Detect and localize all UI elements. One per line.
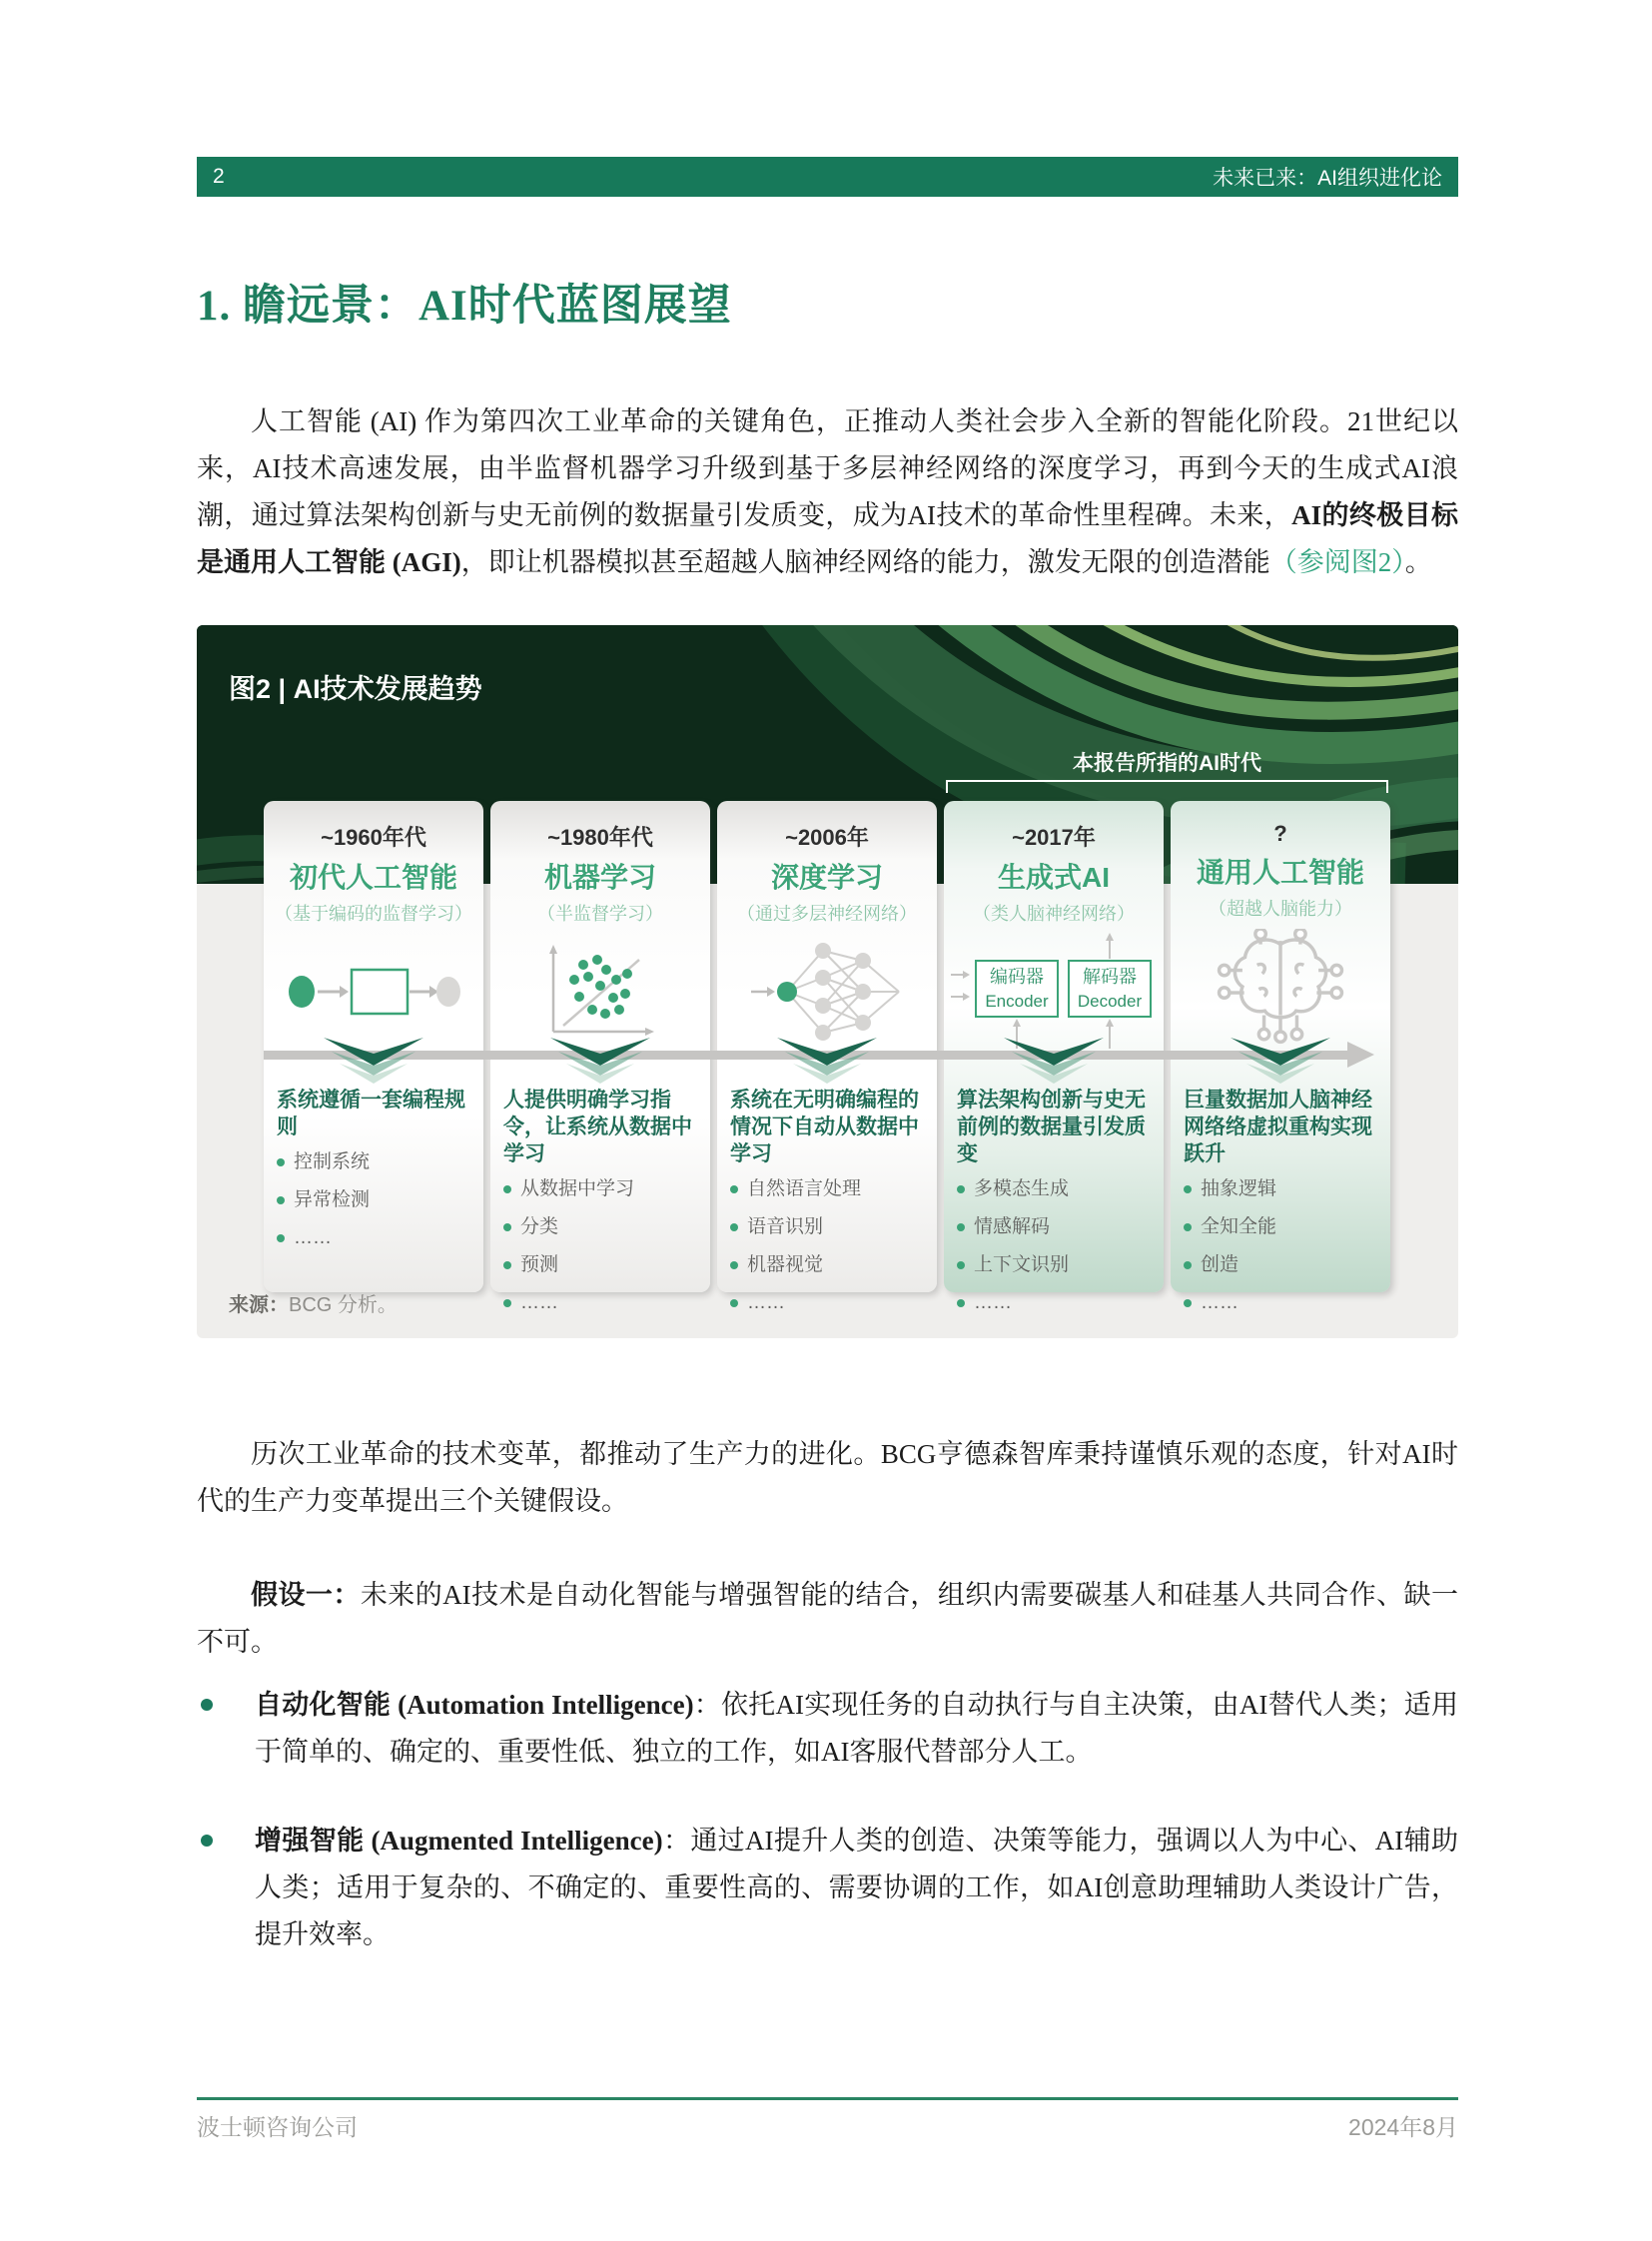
source-text: BCG 分析。	[289, 1294, 398, 1316]
figure-source	[229, 1288, 398, 1317]
intro-text-2: ，即让机器模拟甚至超越人脑神经网络的能力，激发无限的创造潜能	[460, 547, 1270, 577]
chevron-down-icon	[944, 1038, 1164, 1086]
card-bullet: ……	[730, 1291, 924, 1315]
card-bullet: 情感解码	[957, 1215, 1151, 1239]
card-bullet: 创造	[1184, 1253, 1377, 1277]
augmented-intelligence-term: 增强智能 (Augmented Intelligence)	[255, 1826, 663, 1856]
scatter-plot-icon	[490, 932, 710, 1052]
encoder-decoder-icon	[944, 932, 1164, 1052]
chevron-down-icon	[717, 1038, 937, 1086]
encoder-label-zh: 编码器	[990, 967, 1044, 987]
intro-text-3: 。	[1404, 547, 1432, 577]
card-year: ~1980年代	[547, 825, 653, 850]
figure-ai-trends	[197, 625, 1458, 1338]
card-headline: 算法架构创新与史无前例的数据量引发质变	[957, 1089, 1146, 1165]
page-number: 2	[213, 165, 225, 188]
card-bullet: ……	[957, 1291, 1151, 1315]
hypothesis-one-text: 未来的AI技术是自动化智能与增强智能的结合，组织内需要碳基人和硅基人共同合作、缺一不可。	[197, 1580, 1459, 1657]
card-bullet: ……	[503, 1291, 697, 1315]
card-subtitle: （半监督学习）	[537, 904, 663, 924]
intelligence-types-list	[197, 1682, 1458, 2000]
card-title: 深度学习	[770, 862, 883, 893]
page-header-bar	[197, 157, 1458, 197]
chevron-down-icon	[264, 1038, 483, 1086]
card-title: 初代人工智能	[289, 862, 457, 893]
paragraph-productivity: 历次工业革命的技术变革，都推动了生产力的进化。BCG亨德森智库秉持谨慎乐观的态度，针对AI时代的生产力变革提出三个关键假设。	[197, 1439, 1458, 1516]
card-headline: 巨量数据加人脑神经网络络虚拟重构实现跃升	[1184, 1089, 1372, 1165]
card-bullet: 抽象逻辑	[1184, 1177, 1377, 1201]
card-bullet: 预测	[503, 1253, 697, 1277]
card-bullet: ……	[1184, 1291, 1377, 1315]
flow-diagram-icon	[264, 932, 483, 1052]
card-headline: 系统在无明确编程的情况下自动从数据中学习	[730, 1089, 919, 1165]
source-label: 来源：	[229, 1294, 289, 1316]
footer-date: 2024年8月	[1348, 2114, 1458, 2140]
card-bullet: 控制系统	[277, 1150, 470, 1174]
ai-era-bracket	[946, 780, 1388, 793]
card-title: 生成式AI	[997, 862, 1110, 893]
neural-network-icon	[717, 932, 937, 1052]
decoder-label-zh: 解码器	[1083, 967, 1137, 987]
card-bullet: 分类	[503, 1215, 697, 1239]
card-bullet: 异常检测	[277, 1188, 470, 1212]
paragraph-hypothesis-one	[197, 1572, 1458, 1666]
footer-divider	[197, 2097, 1458, 2100]
card-year: ?	[1273, 821, 1287, 846]
footer-company: 波士顿咨询公司	[197, 2114, 358, 2140]
page-footer	[197, 2109, 1458, 2142]
list-item-augmented-intelligence	[197, 1818, 1458, 1958]
brain-circuit-icon	[1171, 927, 1390, 1047]
card-year: ~2017年	[1012, 825, 1096, 850]
list-item-automation-intelligence	[197, 1682, 1458, 1776]
decoder-label-en: Decoder	[1077, 992, 1143, 1011]
encoder-label-en: Encoder	[985, 992, 1049, 1011]
card-bullet: 全知全能	[1184, 1215, 1377, 1239]
card-subtitle: （超越人脑能力）	[1209, 899, 1352, 919]
ai-era-label: 本报告所指的AI时代	[1073, 752, 1261, 775]
hypothesis-one-label: 假设一：	[251, 1580, 361, 1610]
card-bullet: 机器视觉	[730, 1253, 924, 1277]
card-bullet: 从数据中学习	[503, 1177, 697, 1201]
intro-bold-agi: AI的终极目标是通用人工智能 (AGI)	[197, 500, 1458, 577]
augmented-intelligence-desc: ：通过AI提升人类的创造、决策等能力，强调以人为中心、AI辅助人类；适用于复杂的、不确定的、重要性高的、需要协调的工作，如AI创意助理辅助人类设计广告，提升效率。	[255, 1826, 1458, 1949]
figure-2-crossref-link[interactable]: （参阅图2）	[1269, 547, 1405, 577]
card-subtitle: （基于编码的监督学习）	[275, 904, 472, 924]
card-title: 机器学习	[543, 862, 656, 893]
automation-intelligence-term: 自动化智能 (Automation Intelligence)	[255, 1690, 694, 1720]
chevron-down-icon	[490, 1038, 710, 1086]
card-subtitle: （类人脑神经网络）	[973, 904, 1135, 924]
card-bullet: 语音识别	[730, 1215, 924, 1239]
card-bullet: 多模态生成	[957, 1177, 1151, 1201]
card-bullet: 自然语言处理	[730, 1177, 924, 1201]
section-title: 1. 瞻远景：AI时代蓝图展望	[197, 283, 732, 330]
automation-intelligence-desc: ：依托AI实现任务的自动执行与自主决策，由AI替代人类；适用于简单的、确定的、重要性低、独立的工作，如AI客服代替部分人工。	[255, 1690, 1458, 1767]
card-headline: 人提供明确学习指令，让系统从数据中学习	[503, 1089, 692, 1165]
figure-title: 图2 | AI技术发展趋势	[229, 674, 482, 704]
card-year: ~2006年	[785, 825, 869, 850]
card-title: 通用人工智能	[1196, 857, 1364, 888]
running-head-title: 未来已来：AI组织进化论	[1213, 167, 1442, 190]
card-bullet: 上下文识别	[957, 1253, 1151, 1277]
card-year: ~1960年代	[321, 825, 426, 850]
chevron-down-icon	[1171, 1038, 1390, 1086]
intro-text: 人工智能 (AI) 作为第四次工业革命的关键角色，正推动人类社会步入全新的智能化阶段。21世纪以来，AI技术高速发展，由半监督机器学习升级到基于多层神经网络的深度学习，再到今天的生成式AI浪潮，通过算法架构创新与史无前例的数据量引发质变，成为AI技术的革命性里程碑。未来，	[197, 406, 1458, 530]
card-headline: 系统遵循一套编程规则	[277, 1089, 465, 1138]
card-subtitle: （通过多层神经网络）	[737, 904, 917, 924]
intro-paragraph	[197, 398, 1458, 586]
card-bullet: ……	[277, 1226, 470, 1250]
